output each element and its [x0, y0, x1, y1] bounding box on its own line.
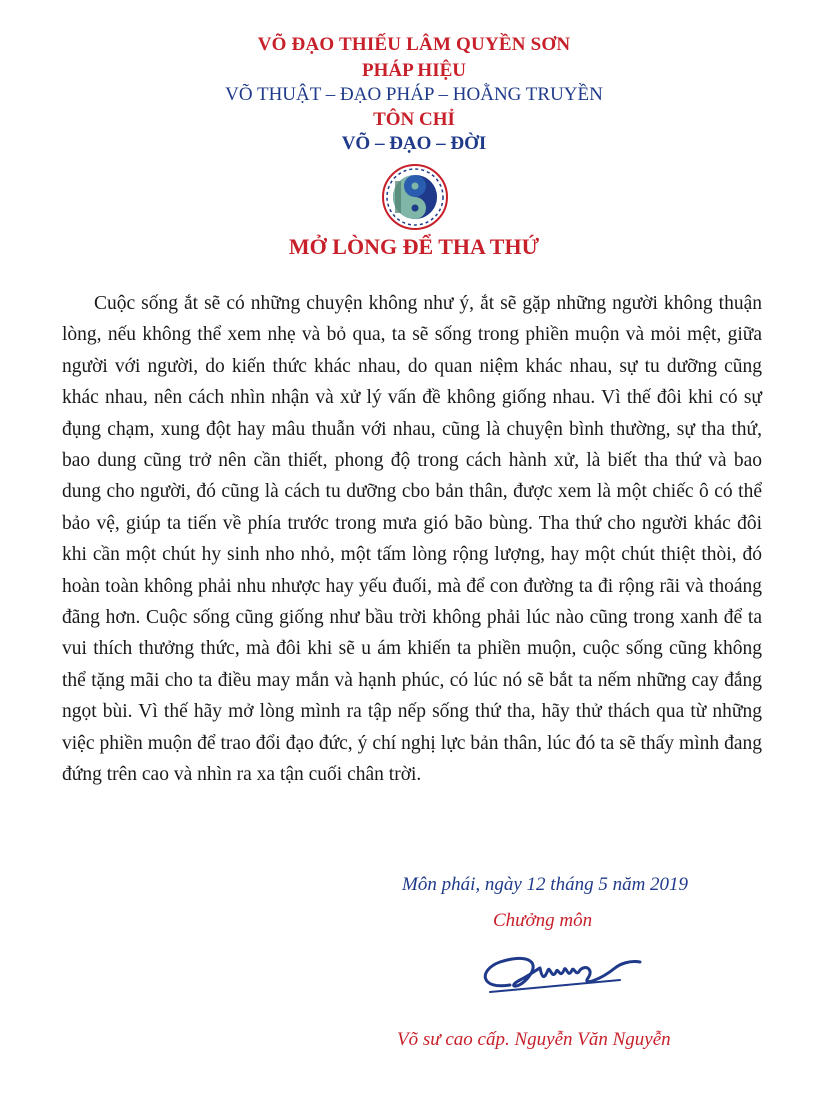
article-body: Cuộc sống ắt sẽ có những chuyện không như ý, ắt sẽ gặp những người không thuận lòng, nếu không thể xem nhẹ và bỏ qua, ta sẽ sống trong phiền muộn và mỏi mệt, giữa người với người, do kiến thức khác nhau, do quan niệm khác nhau, sự tu dưỡng cũng khác nhau, nên cách nhìn nhận và xử lý vấn đề không giống nhau. Vì thế đôi khi có sự đụng chạm, xung đột hay mâu thuẫn với nhau, cũng là chuyện bình thường, sự tha thứ, bao dung cũng trở nên cần thiết, phong độ trong cách hành xử, là biết tha thứ và bao dung cho người, đó cũng là cách tu dưỡng cbo bản thân, được xem là một chiếc ô có thể bảo vệ, giúp ta tiến về phía trước trong mưa gió bão bùng. Tha thứ cho người khác đôi khi cần một chút hy sinh nho nhỏ, một tấm lòng rộng lượng, hay một chút thiệt thòi, đó hoàn toàn không phải nhu nhược hay yếu đuối, mà để con đường ta đi rộng rãi và thoáng đãng hơn. Cuộc sống cũng giống như bầu trời không phải lúc nào cũng trong xanh để ta vui thích thưởng thức, mà đôi khi sẽ u ám khiến ta phiền muộn, cuộc sống cũng không thể tặng mãi cho ta điều may mắn và hạnh phúc, có lúc nó sẽ bắt ta nếm những cay đắng ngọt bùi. Vì thế hãy mở lòng mình ra tập nếp sống thứ tha, hãy thử thách qua từ những việc phiền muộn để trao đổi đạo đức, ý chí nghị lực bản thân, lúc đó ta sẽ thấy mình đang đứng trên cao và nhìn ra xa tận cuối chân trời.	[62, 293, 762, 786]
yin-yang-emblem-icon	[381, 163, 449, 231]
section-label-phap-hieu: PHÁP HIỆU	[362, 60, 466, 81]
signer-name: Võ sư cao cấp. Nguyễn Văn Nguyễn	[397, 1029, 671, 1050]
org-name: VÕ ĐẠO THIẾU LÂM QUYỀN SƠN	[257, 34, 571, 55]
motto-ton-chi: VÕ – ĐẠO – ĐỜI	[341, 133, 487, 154]
motto-phap-hieu: VÕ THUẬT – ĐẠO PHÁP – HOẰNG TRUYỀN	[225, 84, 603, 105]
handwritten-signature-icon	[470, 940, 660, 1010]
section-label-ton-chi: TÔN CHỈ	[373, 109, 455, 130]
article-title: MỞ LÒNG ĐỂ THA THỨ	[288, 234, 540, 259]
signer-role: Chưởng môn	[493, 910, 593, 931]
date-line: Môn phái, ngày 12 tháng 5 năm 2019	[402, 874, 689, 895]
